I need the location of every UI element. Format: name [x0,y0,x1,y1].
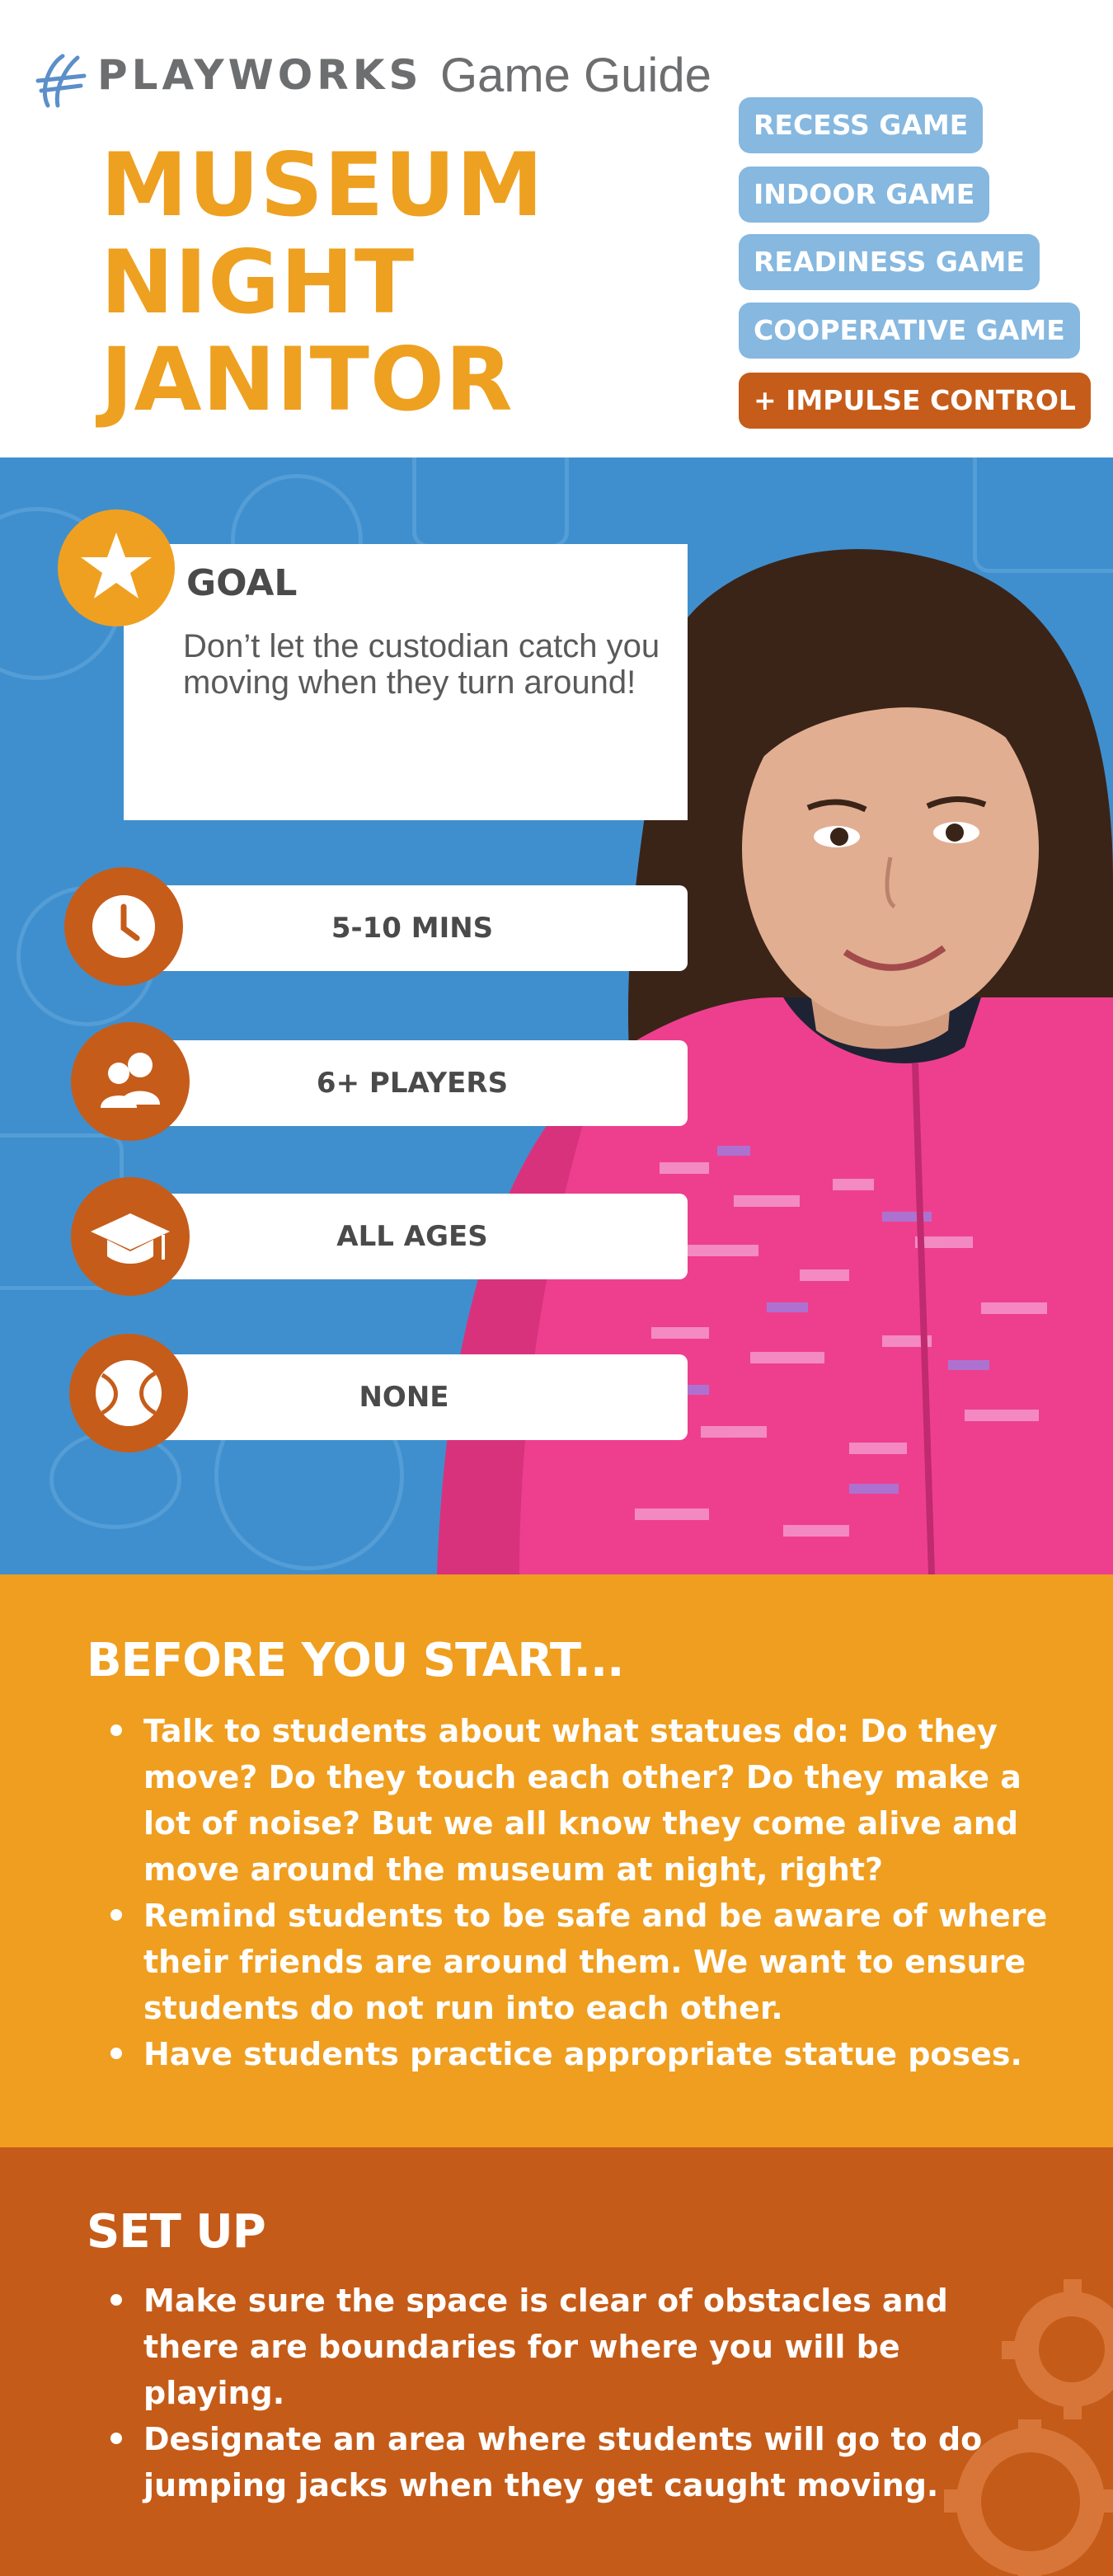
ball-icon [69,1334,188,1452]
setup-title: SET UP [87,2205,265,2259]
before-item: Remind students to be safe and be aware of where their friends are around them. We want to ensure students do not run into each other. [87,1893,1077,2031]
title-line-2: NIGHT [101,232,416,333]
stat-time-label: 5-10 MINS [331,912,494,945]
setup-list [87,2278,994,2508]
brand-name: PLAYWORKS [97,51,423,99]
setup-item: Make sure the space is clear of obstacles and there are boundaries for where you will be playing. [87,2278,994,2416]
before-list [87,1708,1077,2077]
goal-text: Don’t let the custodian catch you moving when they turn around! [183,628,660,701]
tag-cooperative-game: COOPERATIVE GAME [739,303,1080,359]
players-icon [71,1022,190,1141]
set-up-section [0,2147,1113,2576]
setup-item: Designate an area where students will go to do jumping jacks when they get caught moving. [87,2416,994,2508]
goal-title: GOAL [186,562,298,604]
tag-impulse-control: + IMPULSE CONTROL [739,373,1091,429]
header [0,0,1113,457]
stat-ages-label: ALL AGES [336,1220,488,1253]
before-you-start-section [0,1574,1113,2147]
star-icon [58,509,175,626]
tag-recess-game: RECESS GAME [739,97,983,153]
before-title: BEFORE YOU START... [87,1634,624,1687]
graduation-cap-icon [71,1177,190,1296]
before-item: Have students practice appropriate statue poses. [87,2031,1077,2077]
clock-icon [64,867,183,986]
before-item: Talk to students about what statues do: Do they move? Do they touch each other? Do they make a lot of noise? But we all know they come alive and move around the museum at night, right? [87,1708,1077,1893]
tag-readiness-game: READINESS GAME [739,234,1040,290]
brand-subtitle: Game Guide [440,49,711,102]
stat-equipment-label: NONE [359,1381,449,1414]
tag-indoor-game: INDOOR GAME [739,167,989,223]
background-doodle [412,457,569,548]
title-line-1: MUSEUM [101,134,544,236]
title-line-3: JANITOR [101,329,514,430]
gear-icon [932,2271,1113,2576]
stat-players-label: 6+ PLAYERS [316,1067,509,1100]
playworks-logo-icon [33,48,89,114]
